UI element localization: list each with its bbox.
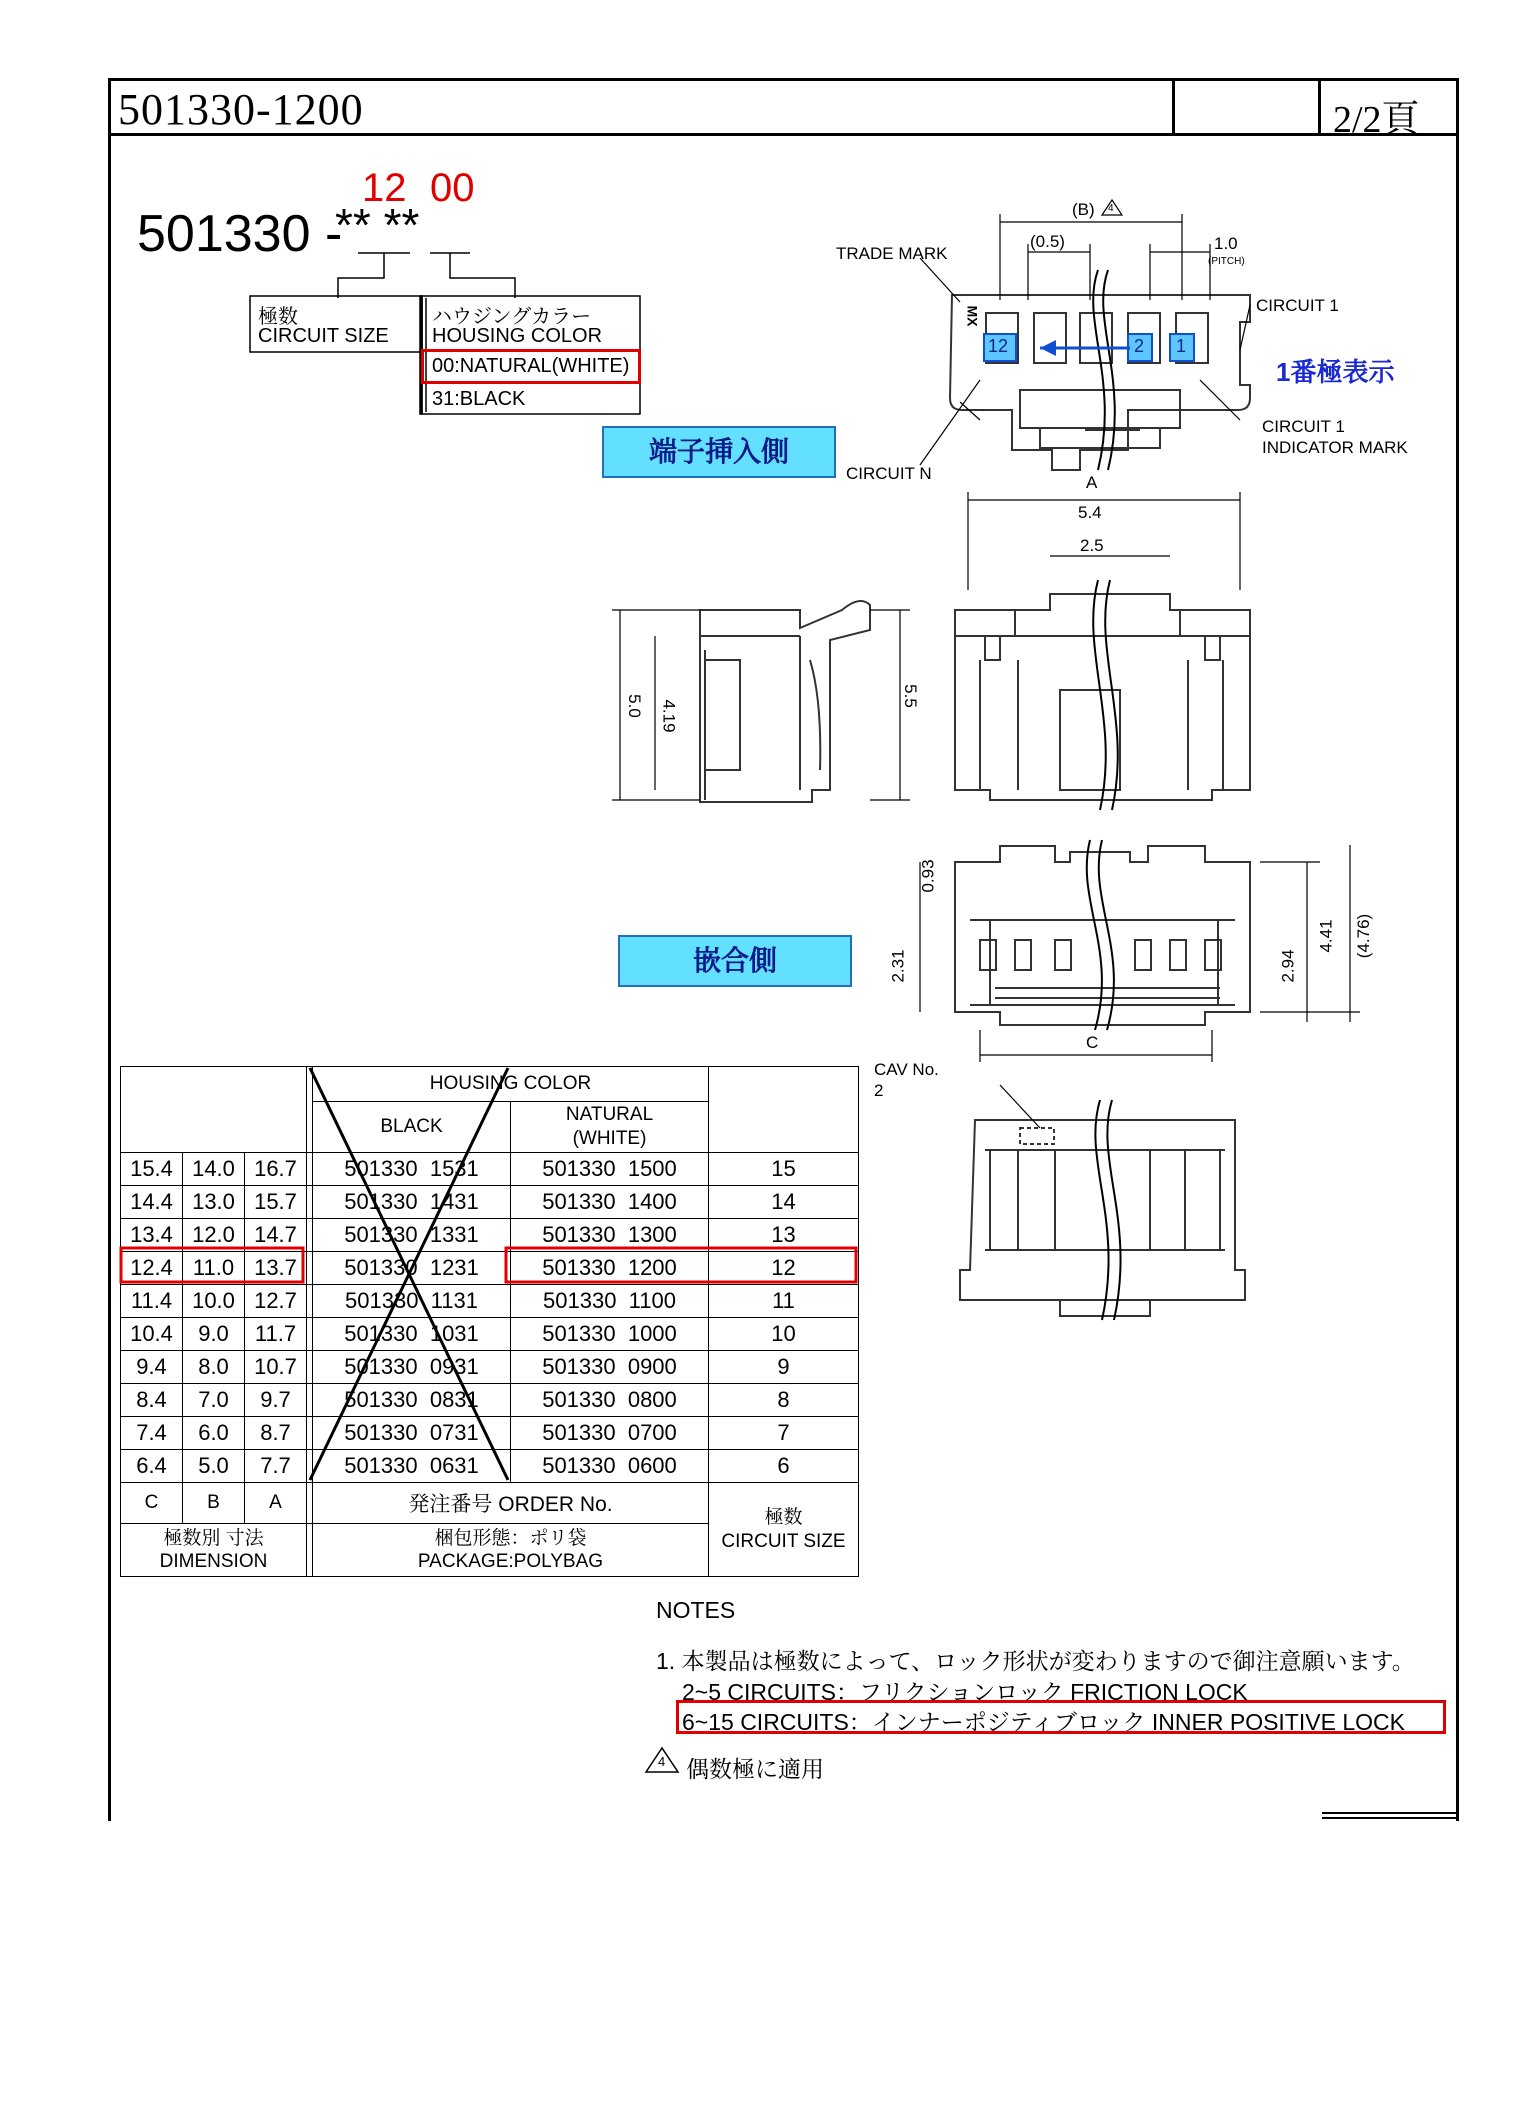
dim-a: A [1086, 473, 1098, 492]
legend-circuit-en: CIRCUIT SIZE [258, 325, 389, 347]
cav-number-1: 1 [1176, 336, 1187, 356]
cell-a: 14.7 [245, 1219, 307, 1252]
cell-n: 9 [709, 1351, 859, 1384]
highlight-inner-lock [676, 1700, 1446, 1734]
dim-c: C [1086, 1033, 1099, 1052]
cell-b: 14.0 [183, 1153, 245, 1186]
part-number-placeholder: ** ** [335, 199, 420, 251]
cell-black: 501330 0631 [313, 1450, 511, 1483]
cell-c: 13.4 [121, 1219, 183, 1252]
cell-b: 9.0 [183, 1318, 245, 1351]
doc-number: 501330-1200 [118, 85, 364, 134]
cell-b: 13.0 [183, 1186, 245, 1219]
cav-number-12: 12 [988, 336, 1009, 356]
col-a-header: A [245, 1483, 307, 1524]
package-jp: 梱包形態：ポリ袋 [434, 1528, 587, 1549]
cell-c: 9.4 [121, 1351, 183, 1384]
cell-n: 6 [709, 1450, 859, 1483]
note-1-friction: 2~5 CIRCUITS：フリクションロック FRICTION LOCK [682, 1679, 1248, 1705]
dim-2-94: 2.94 [1278, 949, 1298, 983]
cell-n: 14 [709, 1186, 859, 1219]
cell-c: 14.4 [121, 1186, 183, 1219]
dim-pitch: 1.0 [1214, 234, 1238, 253]
cell-b: 11.0 [183, 1252, 245, 1285]
cell-b: 5.0 [183, 1450, 245, 1483]
legend-color-option-natural: 00:NATURAL(WHITE) [432, 355, 630, 377]
cell-a: 8.7 [245, 1417, 307, 1450]
cell-natural: 501330 0800 [511, 1384, 709, 1417]
cell-a: 15.7 [245, 1186, 307, 1219]
dim-5-4: 5.4 [1078, 503, 1102, 522]
cell-b: 12.0 [183, 1219, 245, 1252]
cell-natural: 501330 1200 [511, 1252, 709, 1285]
cav-label-1: CAV No. [874, 1060, 939, 1079]
col-b-header: B [183, 1483, 245, 1524]
cell-natural: 501330 0900 [511, 1351, 709, 1384]
dim-pitch-half: (0.5) [1030, 232, 1065, 251]
cell-c: 15.4 [121, 1153, 183, 1186]
circuit-1-label: CIRCUIT 1 [1256, 296, 1339, 315]
cell-n: 11 [709, 1285, 859, 1318]
note-4-text: 偶数極に適用 [686, 1756, 824, 1782]
cell-b: 6.0 [183, 1417, 245, 1450]
cell-a: 9.7 [245, 1384, 307, 1417]
cell-a: 13.7 [245, 1252, 307, 1285]
cell-n: 7 [709, 1417, 859, 1450]
cell-n: 13 [709, 1219, 859, 1252]
notes-title: NOTES [656, 1597, 736, 1623]
cell-a: 12.7 [245, 1285, 307, 1318]
dim-pitch-label: (PITCH) [1208, 256, 1245, 267]
cell-black: 501330 0931 [313, 1351, 511, 1384]
dim-5-5: 5.5 [900, 684, 920, 708]
cell-black: 501330 1231 [313, 1252, 511, 1285]
terminal-side-label: 端子挿入側 [602, 426, 836, 478]
trade-mark-label: TRADE MARK [836, 244, 948, 263]
cell-natural: 501330 1000 [511, 1318, 709, 1351]
dim-b: (B) [1072, 200, 1095, 219]
molex-logo: MX [964, 305, 981, 327]
dimension-en: DIMENSION [159, 1551, 268, 1572]
part-number-base: 501330 - [137, 205, 343, 263]
cell-c: 7.4 [121, 1417, 183, 1450]
cell-n: 8 [709, 1384, 859, 1417]
cav-number-2: 2 [1134, 336, 1145, 356]
cell-black: 501330 1131 [313, 1285, 511, 1318]
cell-b: 8.0 [183, 1351, 245, 1384]
note-1-inner-lock: 6~15 CIRCUITS：インナーポジティブロック INNER POSITIVE LOCK [682, 1709, 1405, 1735]
cell-a: 16.7 [245, 1153, 307, 1186]
indicator-label-1: CIRCUIT 1 [1262, 417, 1345, 436]
cell-b: 10.0 [183, 1285, 245, 1318]
black-header: BLACK [313, 1102, 511, 1153]
cell-black: 501330 1531 [313, 1153, 511, 1186]
cell-a: 10.7 [245, 1351, 307, 1384]
circuit-size-en: CIRCUIT SIZE [721, 1530, 846, 1552]
legend-color-jp: ハウジングカラー [432, 306, 592, 328]
cell-natural: 501330 1100 [511, 1285, 709, 1318]
cell-a: 11.7 [245, 1318, 307, 1351]
page-number: 2/2頁 [1333, 99, 1420, 141]
cell-black: 501330 1331 [313, 1219, 511, 1252]
natural-header-sub: (WHITE) [572, 1128, 647, 1149]
cell-c: 8.4 [121, 1384, 183, 1417]
dimension-jp: 極数別 寸法 [163, 1528, 264, 1549]
circuit-n-label: CIRCUIT N [846, 464, 932, 483]
cell-n: 15 [709, 1153, 859, 1186]
cell-natural: 501330 1500 [511, 1153, 709, 1186]
dim-4-76: (4.76) [1354, 913, 1374, 959]
dim-2-31: 2.31 [888, 949, 908, 983]
cell-black: 501330 0731 [313, 1417, 511, 1450]
cell-n: 12 [709, 1252, 859, 1285]
pin1-display-label: 1番極表示 [1276, 357, 1395, 387]
indicator-label-2: INDICATOR MARK [1262, 438, 1408, 457]
cav-label-2: 2 [874, 1081, 884, 1100]
housing-color-header: HOUSING COLOR [313, 1067, 709, 1102]
cell-natural: 501330 0600 [511, 1450, 709, 1483]
cell-c: 12.4 [121, 1252, 183, 1285]
dim-5-0: 5.0 [624, 694, 644, 718]
color-value: 00 [430, 166, 475, 210]
cell-black: 501330 1431 [313, 1186, 511, 1219]
legend-color-en: HOUSING COLOR [432, 325, 603, 347]
note-4-number: 4 [658, 1754, 666, 1769]
natural-header-label: NATURAL [565, 1104, 654, 1125]
dim-2-5: 2.5 [1080, 536, 1104, 555]
dim-4-19: 4.19 [659, 699, 679, 733]
cell-n: 10 [709, 1318, 859, 1351]
cell-c: 11.4 [121, 1285, 183, 1318]
package-en: PACKAGE:POLYBAG [417, 1551, 604, 1572]
cell-black: 501330 1031 [313, 1318, 511, 1351]
mating-side-label: 嵌合側 [618, 935, 852, 987]
circuit-value: 12 [362, 166, 407, 210]
col-c-header: C [121, 1483, 183, 1524]
note-1: 1. 本製品は極数によって、ロック形状が変わりますので御注意願います。 [656, 1648, 1415, 1674]
cell-black: 501330 0831 [313, 1384, 511, 1417]
legend-circuit-jp: 極数 [258, 306, 298, 328]
cell-a: 7.7 [245, 1450, 307, 1483]
dim-4-41: 4.41 [1316, 919, 1336, 953]
legend-color-option-black: 31:BLACK [432, 388, 526, 410]
cell-natural: 501330 0700 [511, 1417, 709, 1450]
cell-b: 7.0 [183, 1384, 245, 1417]
circuit-size-jp: 極数 [764, 1506, 803, 1528]
cell-c: 6.4 [121, 1450, 183, 1483]
dim-b-note: 4 [1108, 203, 1114, 214]
order-no-header: 発注番号 ORDER No. [313, 1483, 709, 1524]
cell-c: 10.4 [121, 1318, 183, 1351]
cell-natural: 501330 1400 [511, 1186, 709, 1219]
dim-0-93: 0.93 [918, 859, 938, 893]
cell-natural: 501330 1300 [511, 1219, 709, 1252]
